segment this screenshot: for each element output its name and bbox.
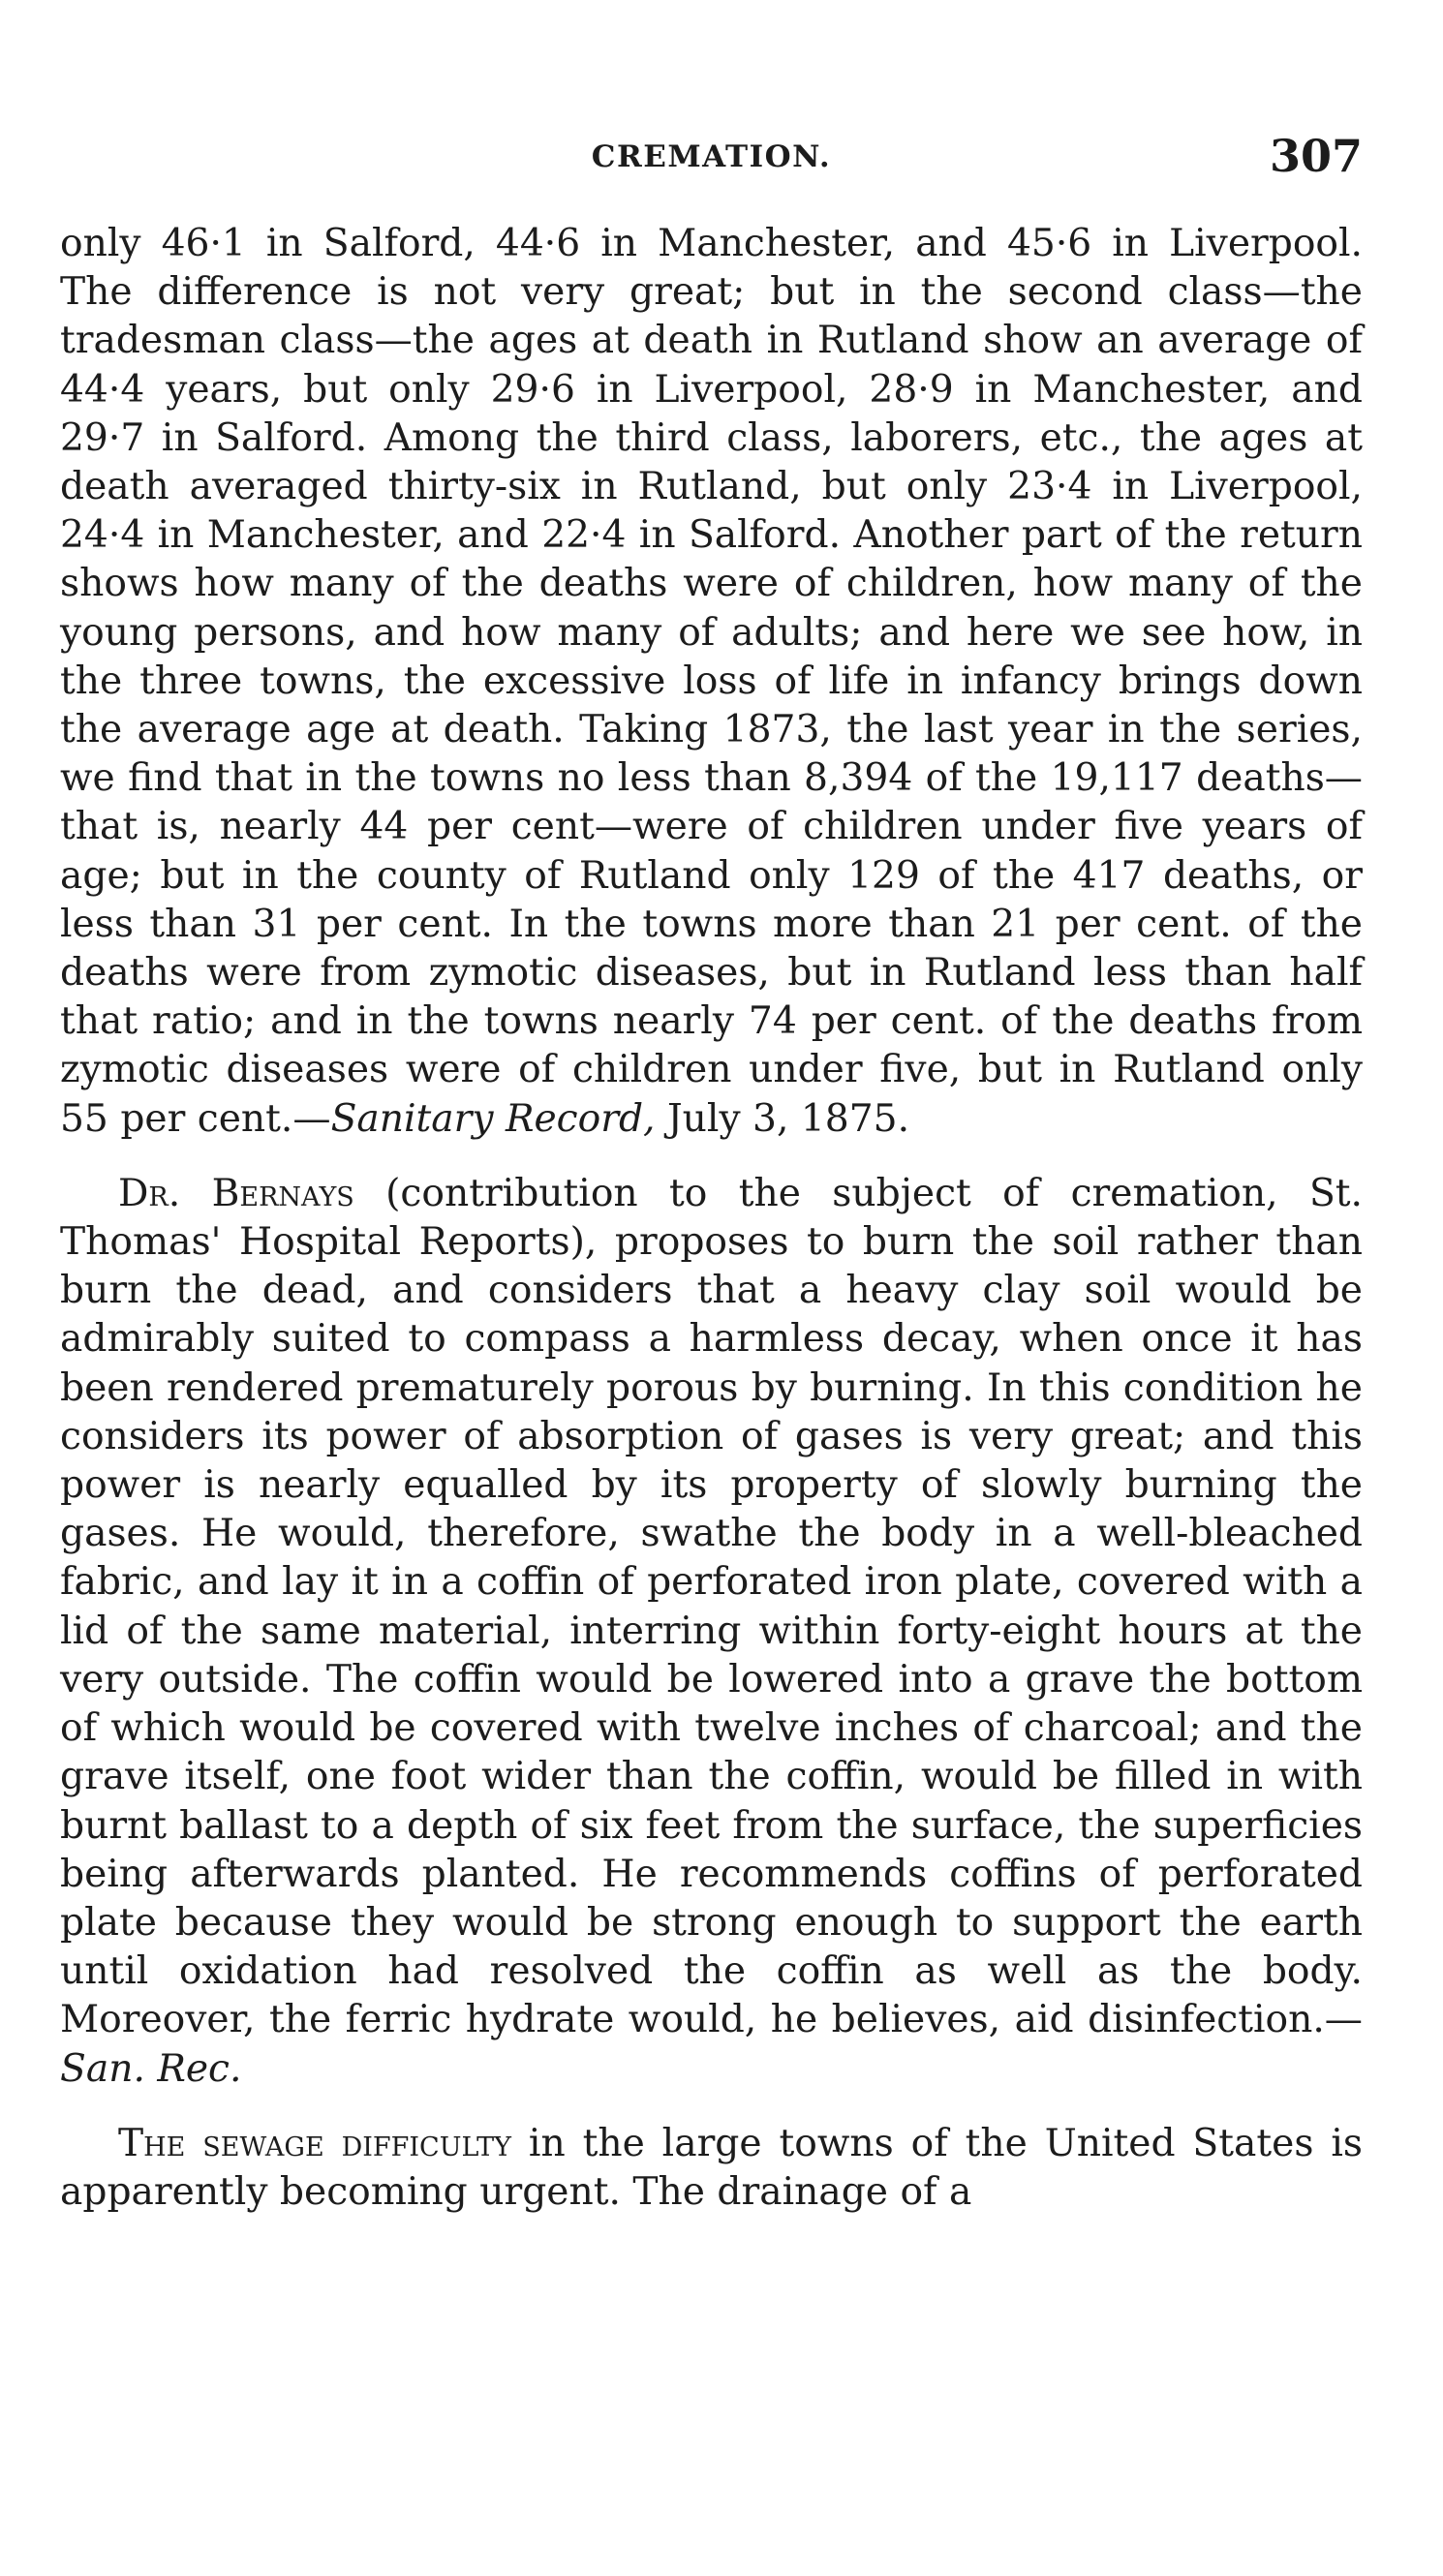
paragraph-bernays [60,1170,1363,2094]
running-title: CREMATION. [591,139,832,174]
book-page [60,0,1363,2576]
paragraph-lead: The sewage difficulty [118,2121,512,2165]
paragraph-text: only 46·1 in Salford, 44·6 in Manchester, and 45·6 in Liverpool. The difference is not very great; but in the second class—the tradesman class—the ages at death in Rutland show an average of 44·4 years, but only 29·6 in Liverpool, 28·9 in Manchester, and 29·7 in Salford. Among the third class, laborers, etc., the ages at death averaged thirty-six in Rutland, but only 23·4 in Liverpool, 24·4 in Manchester, and 22·4 in Salford. Another part of the return shows how many of the deaths were of children, how many of the young persons, and how many of adults; and here we see how, in the three towns, the excessive loss of life in infancy brings down the average age at death. Taking 1873, the last year in the series, we find that in the towns no less than 8,394 of the 19,117 deaths—that is, nearly 44 per cent—were of children under five years of age; but in the county of Rutland only 129 of the 417 deaths, or less than 31 per cent. In the towns more than 21 per cent. of the deaths were from zymotic diseases, but in Rutland less than half that ratio; and in the towns nearly 74 per cent. of the deaths from zymotic diseases were of children under five, but in Rutland only 55 per cent.— [60,222,1363,1141]
citation-date: July 3, 1875. [655,1096,910,1141]
body-text [60,220,1363,2217]
paragraph-text: in the large towns of the United States is apparently becoming urgent. The drainage of a [60,2121,1363,2214]
source-citation: San. Rec. [60,2046,242,2091]
paragraph-text: (contribution to the subject of cremation, St. Thomas' Hospital Reports), proposes to burn the soil rather than burn the dead, and considers that a heavy clay soil would be admirably suited to compass a harmless decay, when once it has been rendered prematurely porous by burning. In this condition he considers its power of absorption of gases is very great; and this power is nearly equalled by its property of slowly burning the gases. He would, therefore, swathe the body in a well-bleached fabric, and lay it in a coffin of perforated iron plate, covered with a lid of the same material, interring within forty-eight hours at the very outside. The coffin would be lowered into a grave the bottom of which would be covered with twelve inches of charcoal; and the grave itself, one foot wider than the coffin, would be filled in with burnt ballast to a depth of six feet from the surface, the superficies being afterwards planted. He recommends coffins of perforated plate because they would be strong enough to support the earth until oxidation had resolved the coffin as well as the body. Moreover, the ferric hydrate would, he believes, aid disinfection.— [60,1171,1363,2042]
page-number: 307 [1269,130,1363,182]
source-citation: Sanitary Record, [330,1096,656,1141]
paragraph-rutland-statistics [60,220,1363,1144]
paragraph-sewage [60,2120,1363,2217]
paragraph-lead: Dr. Bernays [118,1171,354,1215]
running-head [60,130,1363,192]
